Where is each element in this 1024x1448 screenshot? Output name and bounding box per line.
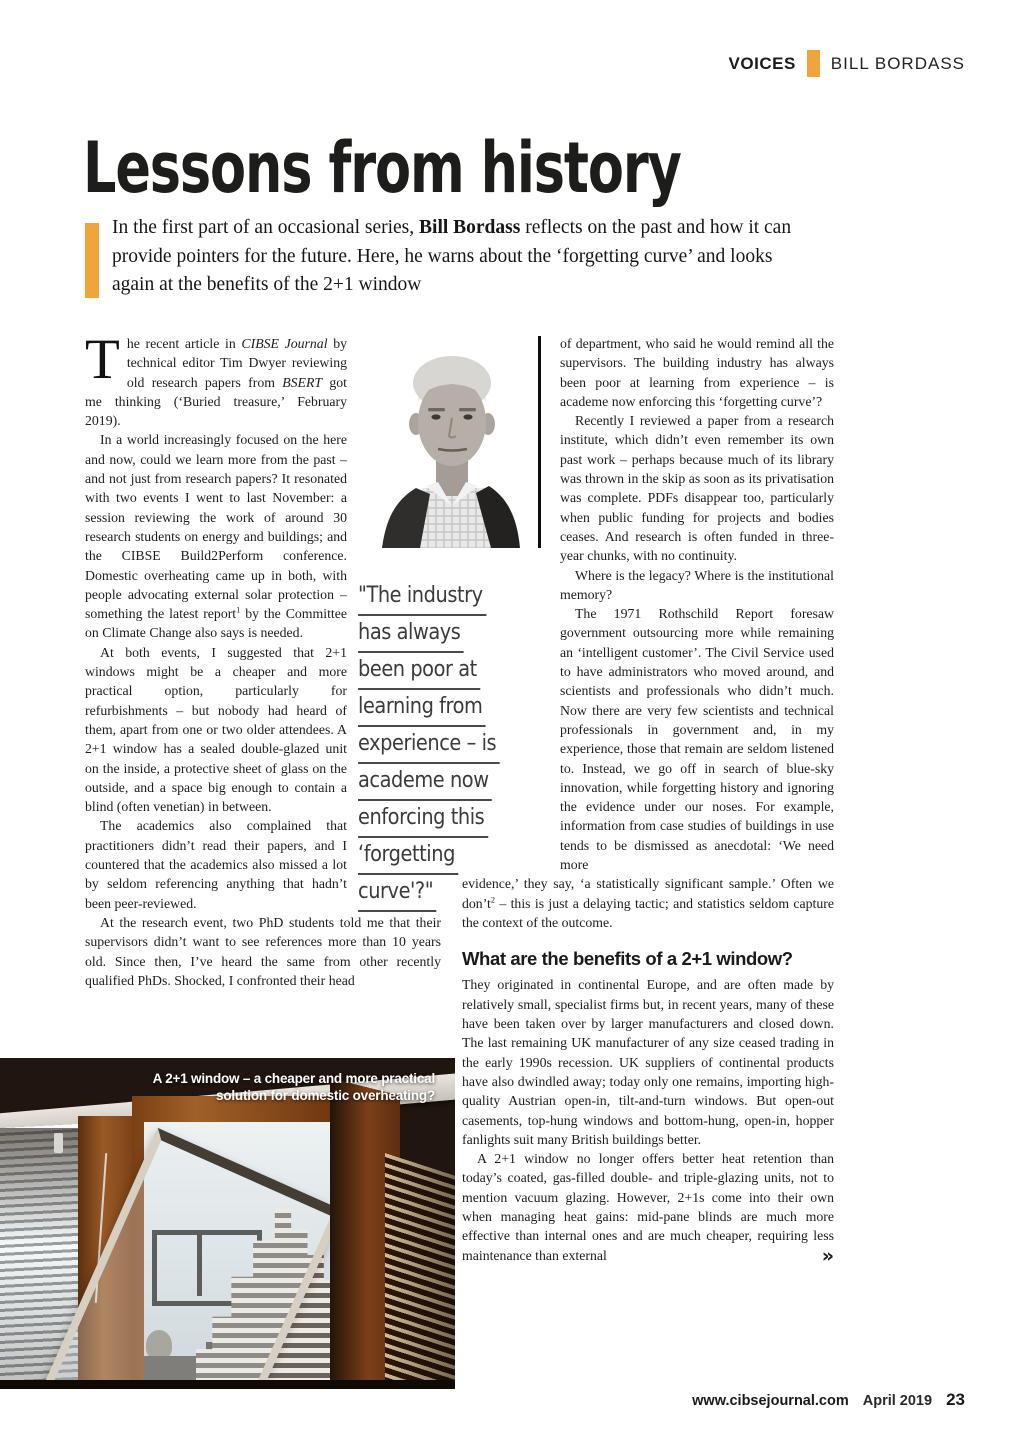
footer-page-number: 23	[946, 1390, 965, 1409]
body-paragraph: The academics also complained that practitioners didn’t read their papers, and I countered that the academics also missed a lot by seldom referencing anything that hadn’t been peer-reviewed.	[85, 818, 347, 911]
photo-caption: A 2+1 window – a cheaper and more practical solution for domestic overheating?	[152, 1071, 435, 1103]
right-column	[462, 334, 834, 1265]
accent-block	[807, 50, 820, 77]
standfirst-accent-bar	[85, 223, 99, 298]
pull-quote-line: has always	[358, 619, 464, 653]
article-title: Lessons from history	[83, 127, 681, 209]
body-paragraph: Recently I reviewed a paper from a research institute, which didn’t even remember its own past work – perhaps because much of its library was thrown in the skip as soon as its privatisation was complete. PDFs disappear too, particularly when public funding for projects and bodies ceases. And research is often funded in three-year chunks, with no continuity.	[560, 413, 834, 564]
body-paragraph-wide: evidence,’ they say, ‘a statistically significant sample.’ Often we $don’t^2$ – this is just a delaying tactic; and statistics seldom capture the context of the outcome.	[462, 876, 834, 930]
pull-quote-line: "The industry	[358, 582, 486, 616]
photo-sill	[0, 1380, 455, 1389]
pull-quote-line: been poor at	[358, 656, 480, 690]
standfirst: In the first part of an occasional series, Bill Bordass reflects on the past and how it can provide pointers for the future. Here, he warns about the ‘forgetting curve’ and looks again at the benefits of the 2+1 window	[112, 217, 792, 295]
pull-quote-line: learning from	[358, 693, 486, 727]
pull-quote-line: experience – is	[358, 730, 500, 764]
drop-cap: T	[85, 328, 120, 391]
author-label: BILL BORDASS	[830, 53, 965, 73]
pull-quote-line: ‘forgetting	[358, 841, 458, 875]
paragraph-text: he recent article in CIBSE Journal by technical editor Tim Dwyer reviewing old research papers from BSERT got me thinking (‘Buried treasure,’ February 2019).	[85, 336, 348, 429]
photo-wall-fitting	[54, 1133, 63, 1153]
body-paragraph: The 1971 Rothschild Report foresaw government outsourcing more while remaining an ‘intelligent customer’. The Civil Service used to have administrators who moved around, and scientists and professionals who didn’t much. Now there are very few scientists and technical professionals in government and, in my experience, those that remain are seldom listened to. Instead, we go off in search of blue-sky innovation, while forgetting history and ignoring the evidence under our noses. For example, information from case studies of buildings in use tends to be dismissed as anecdotal: ‘We need more	[560, 606, 834, 873]
photo-right-blind-shade	[385, 1153, 455, 1389]
body-paragraph	[85, 328, 348, 430]
footer-website: www.cibsejournal.com	[692, 1393, 849, 1409]
continued-marker: »	[821, 1244, 834, 1267]
body-paragraph	[462, 1149, 834, 1265]
footer-issue-date: April 2019	[862, 1393, 933, 1409]
right-column-narrow	[560, 334, 834, 874]
pull-quote-line: curve'?"	[358, 878, 437, 912]
body-paragraph: They originated in continental Europe, and are often made by relatively small, specialist firms but, in recent years, many of these have been taken over by larger manufacturers and closed down. The last remaining UK manufacturer of any size ceased trading in the early 1990s recession. UK suppliers of continental products have also dwindled away; today only one remains, importing high-quality Austrian open-in, tilt-and-turn windows. But open-out casements, top-hung windows and bottom-hung, open-in, hopper fanlights suit many British buildings better.	[462, 977, 834, 1147]
window-photo	[0, 1058, 455, 1389]
body-paragraph: In a world increasingly focused on the here and now, could we learn more from the past – and not just from research papers? It resonated with two events I went to last November: a session reviewing the work of around 30 research students on energy and buildings; and the CIBSE Build2Perform conference. Domestic overheating came up in both, with people advocating external solar protection – something the latest report$^1$ by the Committee on Climate Change also says is needed.	[85, 432, 348, 641]
pull-quote-line: enforcing this	[358, 804, 488, 838]
section-label: VOICES	[728, 53, 796, 73]
body-paragraph: Where is the legacy? Where is the institutional memory?	[560, 567, 834, 602]
section-heading: What are the benefits of a 2+1 window?	[462, 948, 793, 970]
body-paragraph: of department, who said he would remind all the supervisors. The building industry has always been poor at learning from experience – is academe now enforcing this ‘forgetting curve’?	[560, 336, 834, 409]
pull-quote-line: academe now	[358, 767, 492, 801]
page-header	[729, 50, 965, 77]
body-paragraph: At both events, I suggested that 2+1 windows might be a cheaper and more practical option, particularly for refurbishments – but nobody had heard of them, apart from one or two older attendees. A 2+1 window has a sealed double-glazed unit on the inside, a protective sheet of glass on the outside, and a space big enough to contain a blind (often venetian) in between.	[85, 644, 347, 815]
body-paragraph-wide: At the research event, two PhD students told me that their supervisors didn’t want to see references more than 10 years old. Since then, I’ve heard the same from other recently qualified PhDs. Shocked, I confronted their head	[85, 914, 441, 988]
page-footer	[692, 1390, 965, 1410]
paragraph-text: A 2+1 window no longer offers better heat retention than today’s coated, gas-filled double- and triple-glazing units, not to mention vacuum glazing. However, 2+1s come into their own when managing heat gains: mid-pane blinds are much more effective than internal ones and are much cheaper, requiring less maintenance than external	[462, 1151, 834, 1263]
